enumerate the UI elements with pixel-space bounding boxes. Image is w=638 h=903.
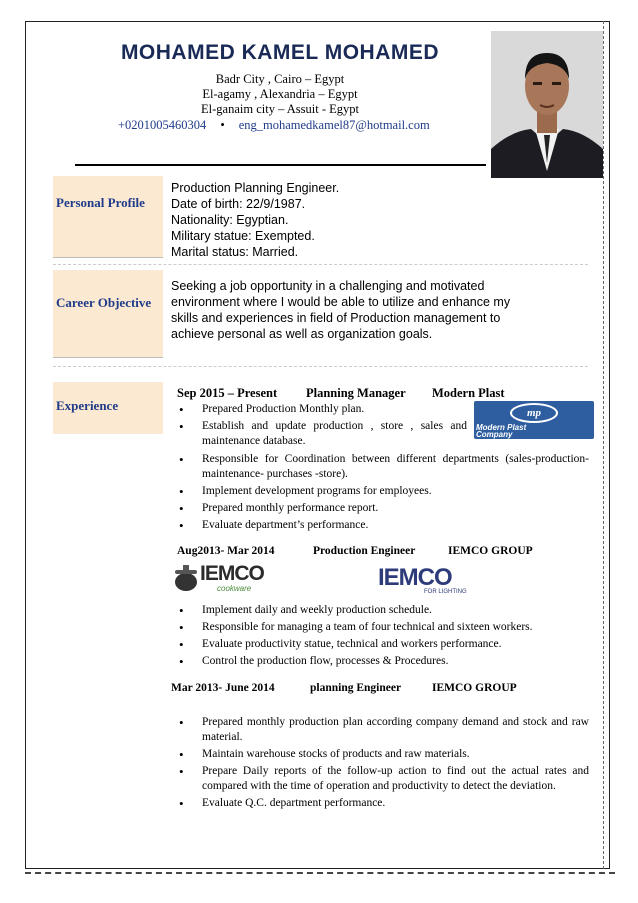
profile-line: Production Planning Engineer. <box>171 181 340 195</box>
list-item: • Evaluate Q.C. department performance. <box>171 796 589 811</box>
section-separator <box>53 264 588 265</box>
list-item: • Prepared monthly performance report. <box>171 501 589 516</box>
list-item: • Prepare Daily reports of the follow-up action to find out the actual rates and compared with the time of operation and productivity to detect the deviation. <box>171 764 589 794</box>
objective-line: Seeking a job opportunity in a challenging and motivated <box>171 279 485 293</box>
iemco-lighting-wordmark: IEMCO <box>378 564 452 591</box>
list-item: • Prepared Production Monthly plan. <box>171 402 467 417</box>
profile-photo <box>491 31 603 178</box>
job-1-period: Sep 2015 – Present <box>177 386 278 400</box>
list-item: • Evaluate productivity statue, technical and workers performance. <box>171 637 589 652</box>
address-line-2: El-agamy , Alexandria – Egypt <box>202 87 358 101</box>
job-2-company: IEMCO GROUP <box>448 545 533 557</box>
job-3-period: Mar 2013- June 2014 <box>171 682 275 694</box>
list-item: • Control the production flow, processes & Procedures. <box>171 654 589 669</box>
page-bottom-rule <box>25 872 615 874</box>
career-objective-label-cell <box>53 270 163 358</box>
profile-line: Date of birth: 22/9/1987. <box>171 197 306 211</box>
mp-logo-text: Modern Plast Company <box>476 423 527 439</box>
career-objective-label: Career Objective <box>56 295 152 310</box>
list-item: • Responsible for managing a team of four technical and sixteen workers. <box>171 620 589 635</box>
iemco-cookware-sub: cookware <box>217 584 252 593</box>
iemco-lighting-logo <box>378 566 475 596</box>
profile-line: Marital status: Married. <box>171 245 299 259</box>
list-item: • Maintain warehouse stocks of products and raw materials. <box>171 747 589 762</box>
job-1-bullets-b <box>171 452 589 535</box>
job-2-period: Aug2013- Mar 2014 <box>177 545 275 557</box>
job-3-title: planning Engineer <box>310 682 402 694</box>
job-3-company: IEMCO GROUP <box>432 682 517 694</box>
person-portrait-icon <box>491 31 603 178</box>
iemco-cookware-wordmark: IEMCO <box>200 562 264 585</box>
job-3-bullets <box>171 715 589 813</box>
job-1-title: Planning Manager <box>306 386 406 400</box>
objective-line: environment where I would be able to utilize and enhance my <box>171 295 511 309</box>
list-item: • Implement development programs for employees. <box>171 484 589 499</box>
list-item: • Evaluate department’s performance. <box>171 518 589 533</box>
objective-line: achieve personal as well as organization goals. <box>171 327 433 341</box>
list-item: • Responsible for Coordination between different departments (sales-production-maintenance- purchases -store). <box>171 452 589 482</box>
iemco-lighting-sub: FOR LIGHTING <box>424 589 467 595</box>
career-objective-content <box>171 278 510 342</box>
experience-label: Experience <box>56 398 119 413</box>
job-1-company: Modern Plast <box>432 386 505 400</box>
header-divider <box>75 164 486 166</box>
contact-line <box>118 118 430 133</box>
job-2-bullets <box>171 603 589 671</box>
modern-plast-logo <box>474 401 594 439</box>
iemco-cookware-logo <box>173 562 270 594</box>
personal-profile-label: Personal Profile <box>56 195 145 210</box>
personal-profile-label-cell <box>53 176 163 258</box>
personal-profile-content <box>171 180 339 260</box>
job-1-bullets-a <box>171 402 467 451</box>
phone-number[interactable]: +0201005460304 <box>118 118 207 132</box>
profile-line: Nationality: Egyptian. <box>171 213 289 227</box>
candidate-name: MOHAMED KAMEL MOHAMED <box>120 41 440 64</box>
section-separator <box>53 366 588 367</box>
profile-line: Military statue: Exempted. <box>171 229 315 243</box>
page-border-right <box>603 21 608 869</box>
list-item: • Implement daily and weekly production schedule. <box>171 603 589 618</box>
job-2-title: Production Engineer <box>313 545 416 557</box>
address-line-3: El-ganaim city – Assuit - Egypt <box>201 102 359 116</box>
list-item: • Prepared monthly production plan according company demand and stock and raw material. <box>171 715 589 745</box>
email-link[interactable]: eng_mohamedkamel87@hotmail.com <box>238 118 430 132</box>
objective-line: skills and experiences in field of Production management to <box>171 311 501 325</box>
contact-bullet: • <box>220 118 225 132</box>
mp-monogram: mp <box>510 403 558 423</box>
address-line-1: Badr City , Cairo – Egypt <box>215 72 345 86</box>
list-item: • Establish and update production , store , sales and maintenance database. <box>171 419 467 449</box>
